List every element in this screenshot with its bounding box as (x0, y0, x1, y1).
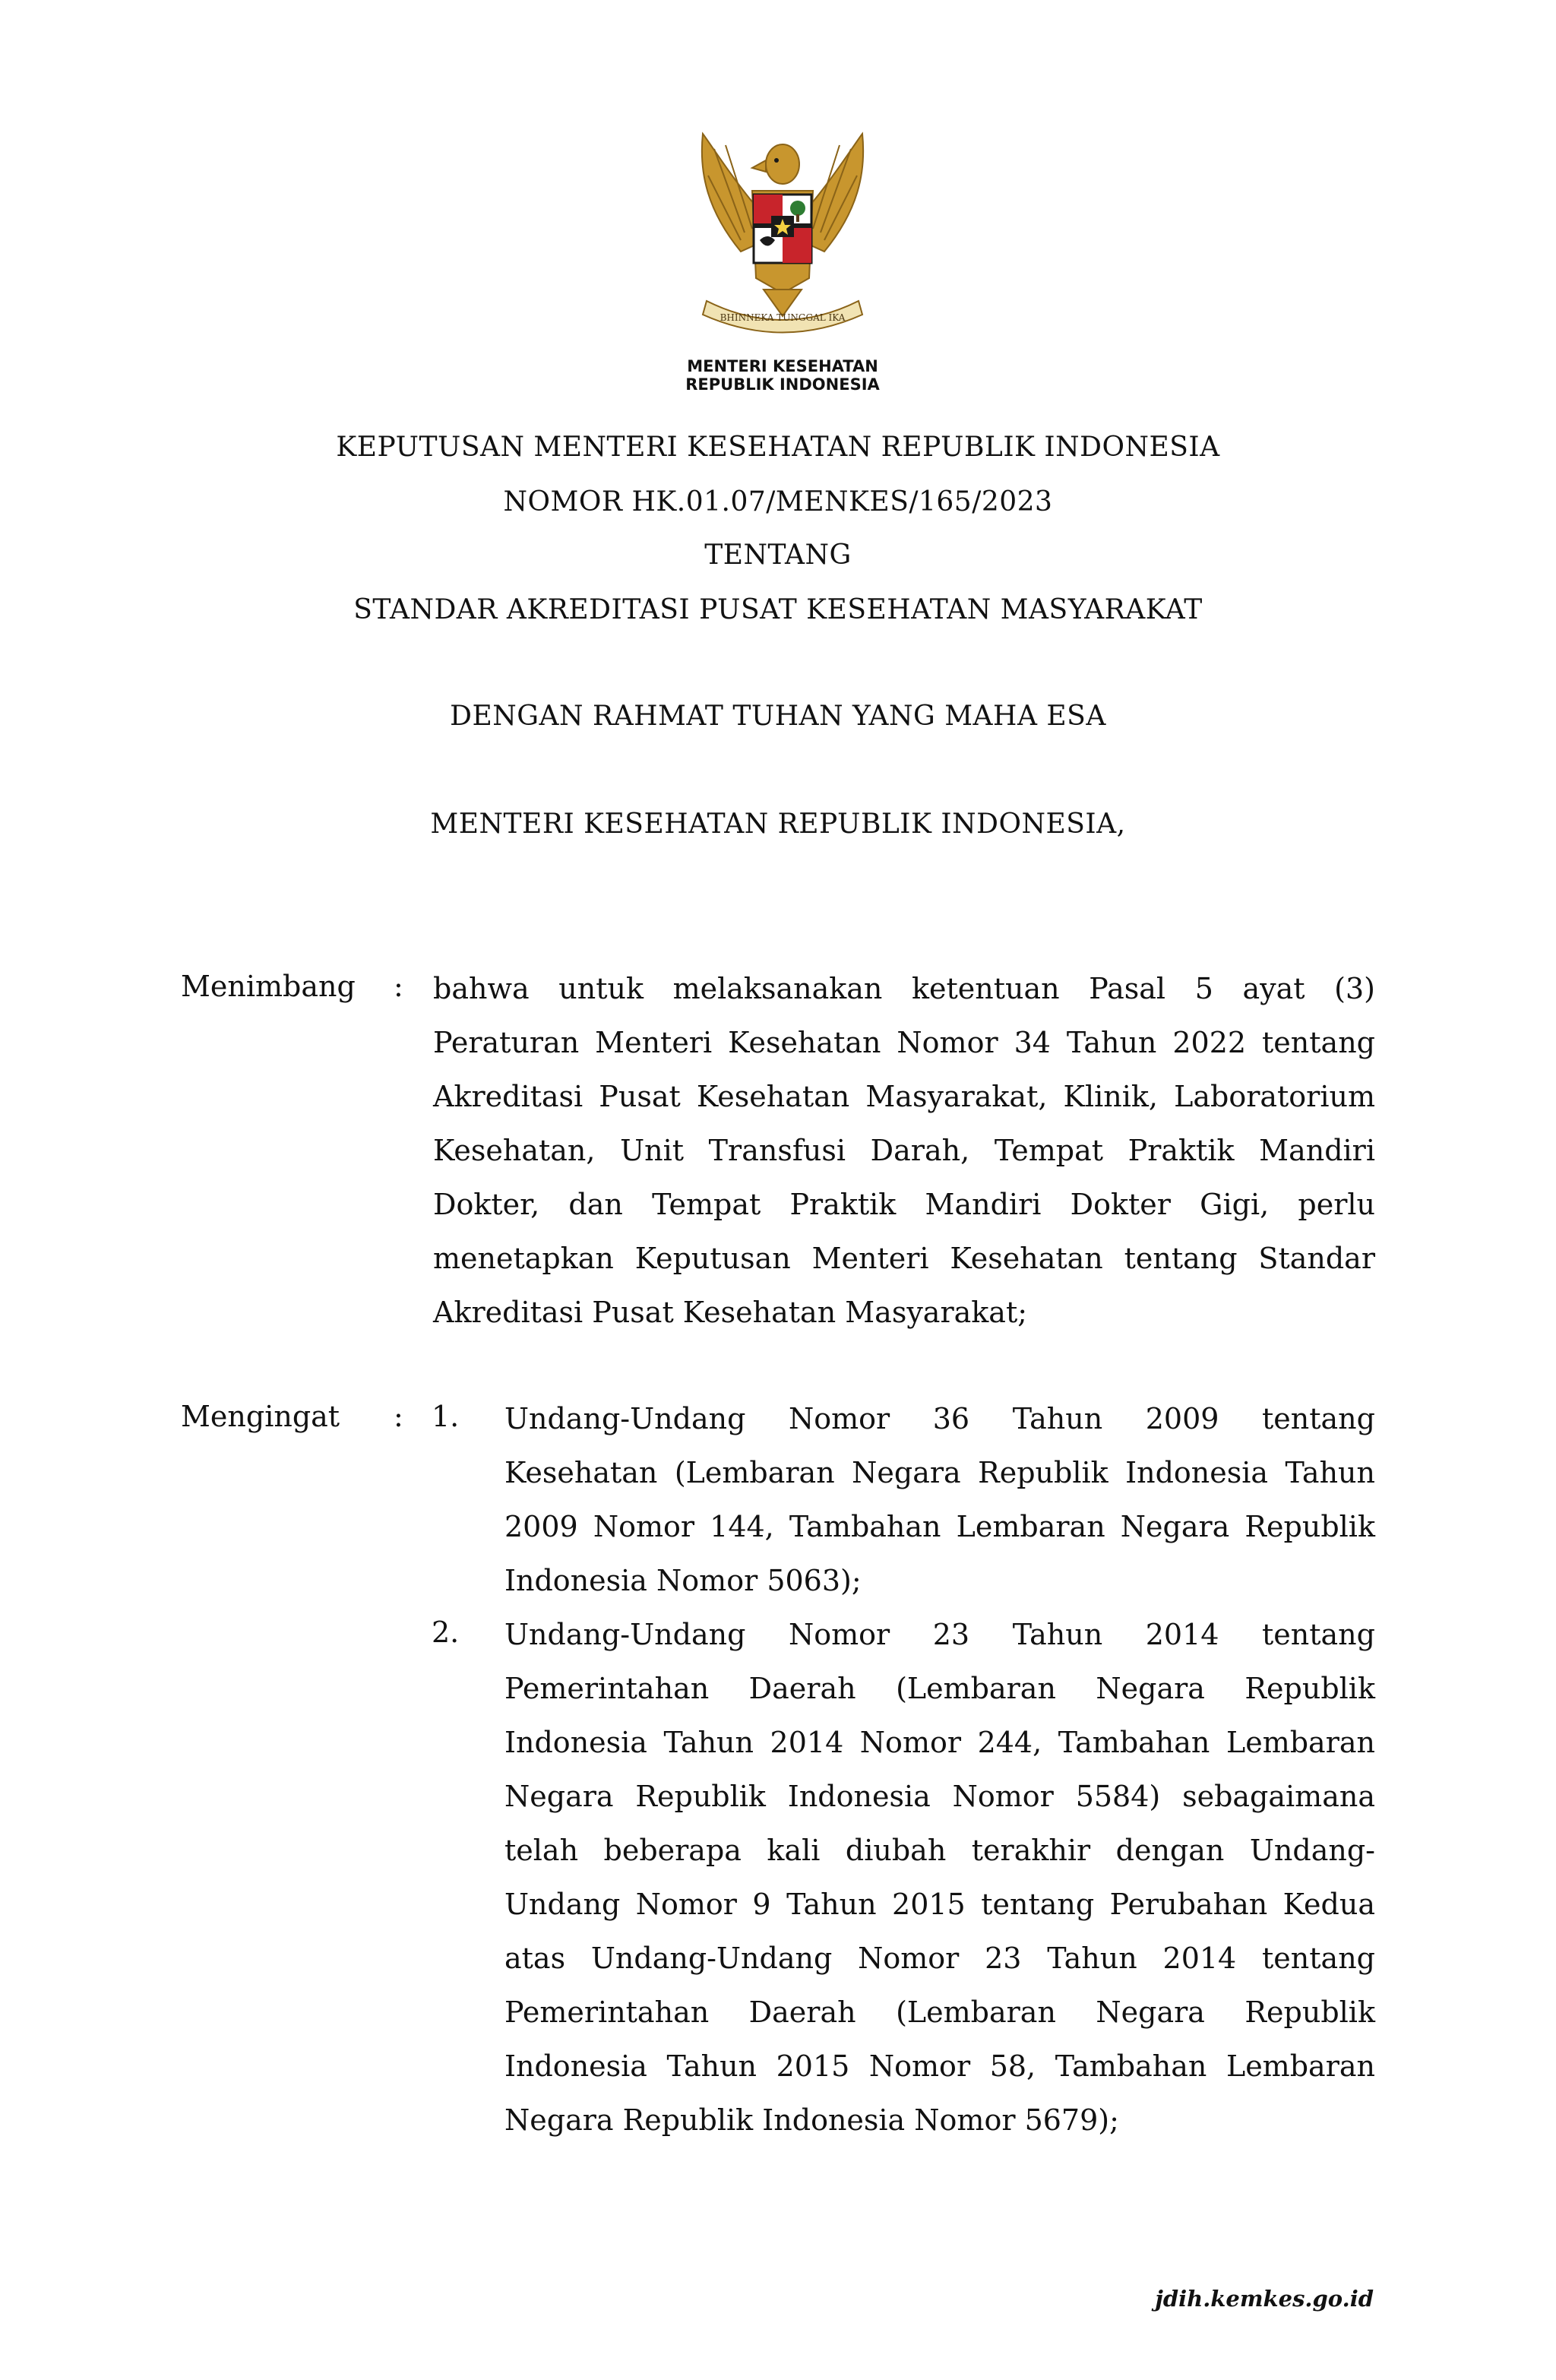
list-item-number: 1. (432, 1400, 460, 1433)
mengingat-colon: : (394, 1400, 403, 1433)
list-item-number: 2. (432, 1616, 460, 1649)
mengingat-line: Kesehatan (Lembaran Negara Republik Indonesia Tahun (504, 1456, 1375, 1489)
mengingat-line: Undang-Undang Nomor 23 Tahun 2014 tentang (504, 1618, 1375, 1651)
menimbang-line: Akreditasi Pusat Kesehatan Masyarakat; (433, 1296, 1028, 1329)
menimbang-line: Dokter, dan Tempat Praktik Mandiri Dokter Gigi, perlu (433, 1188, 1375, 1221)
mengingat-line: Indonesia Tahun 2015 Nomor 58, Tambahan Lembaran (504, 2049, 1375, 2083)
decree-tentang: TENTANG (704, 540, 852, 571)
mengingat-line: atas Undang-Undang Nomor 23 Tahun 2014 tentang (504, 1942, 1375, 1975)
mengingat-label: Mengingat (181, 1400, 340, 1433)
menimbang-paragraph (433, 962, 1375, 1340)
mengingat-line: Indonesia Tahun 2014 Nomor 244, Tambahan Lembaran (504, 1726, 1375, 1759)
caption-line-1: MENTERI KESEHATAN (687, 357, 878, 375)
decree-subject: STANDAR AKREDITASI PUSAT KESEHATAN MASYARAKAT (353, 594, 1203, 625)
mengingat-line: Negara Republik Indonesia Nomor 5679); (504, 2103, 1119, 2137)
mengingat-line: telah beberapa kali diubah terakhir dengan Undang- (504, 1834, 1375, 1867)
mengingat-line: Pemerintahan Daerah (Lembaran Negara Republik (504, 1995, 1375, 2029)
mengingat-line: Indonesia Nomor 5063); (504, 1564, 862, 1597)
emblem-caption (623, 357, 942, 394)
mengingat-line: Pemerintahan Daerah (Lembaran Negara Republik (504, 1672, 1375, 1705)
mengingat-line: Undang-Undang Nomor 36 Tahun 2009 tentang (504, 1402, 1375, 1435)
garuda-pancasila-emblem-icon (669, 119, 897, 347)
mengingat-line: 2009 Nomor 144, Tambahan Lembaran Negara Republik (504, 1510, 1375, 1543)
menimbang-line: bahwa untuk melaksanakan ketentuan Pasal 5 ayat (3) (433, 972, 1375, 1005)
decree-title: KEPUTUSAN MENTERI KESEHATAN REPUBLIK INDONESIA (336, 432, 1220, 463)
mengingat-line: Negara Republik Indonesia Nomor 5584) sebagaimana (504, 1780, 1375, 1813)
footer-site-link[interactable]: jdih.kemkes.go.id (1155, 2286, 1374, 2312)
menimbang-line: Akreditasi Pusat Kesehatan Masyarakat, Klinik, Laboratorium (433, 1080, 1375, 1113)
menimbang-line: Kesehatan, Unit Transfusi Darah, Tempat Praktik Mandiri (433, 1134, 1375, 1167)
mengingat-item-2 (504, 1608, 1375, 2147)
mengingat-item-1 (504, 1392, 1375, 1608)
mengingat-line: Undang Nomor 9 Tahun 2015 tentang Perubahan Kedua (504, 1888, 1375, 1921)
menimbang-line: menetapkan Keputusan Menteri Kesehatan tentang Standar (433, 1242, 1375, 1275)
menimbang-label: Menimbang (181, 970, 356, 1003)
menimbang-line: Peraturan Menteri Kesehatan Nomor 34 Tahun 2022 tentang (433, 1026, 1375, 1059)
motto-text: BHINNEKA TUNGGAL IKA (719, 312, 846, 323)
decree-number: NOMOR HK.01.07/MENKES/165/2023 (503, 486, 1053, 517)
blessing-line: DENGAN RAHMAT TUHAN YANG MAHA ESA (450, 701, 1106, 732)
issuer-line: MENTERI KESEHATAN REPUBLIK INDONESIA, (430, 809, 1126, 840)
caption-line-2: REPUBLIK INDONESIA (685, 375, 880, 394)
menimbang-colon: : (394, 970, 403, 1003)
